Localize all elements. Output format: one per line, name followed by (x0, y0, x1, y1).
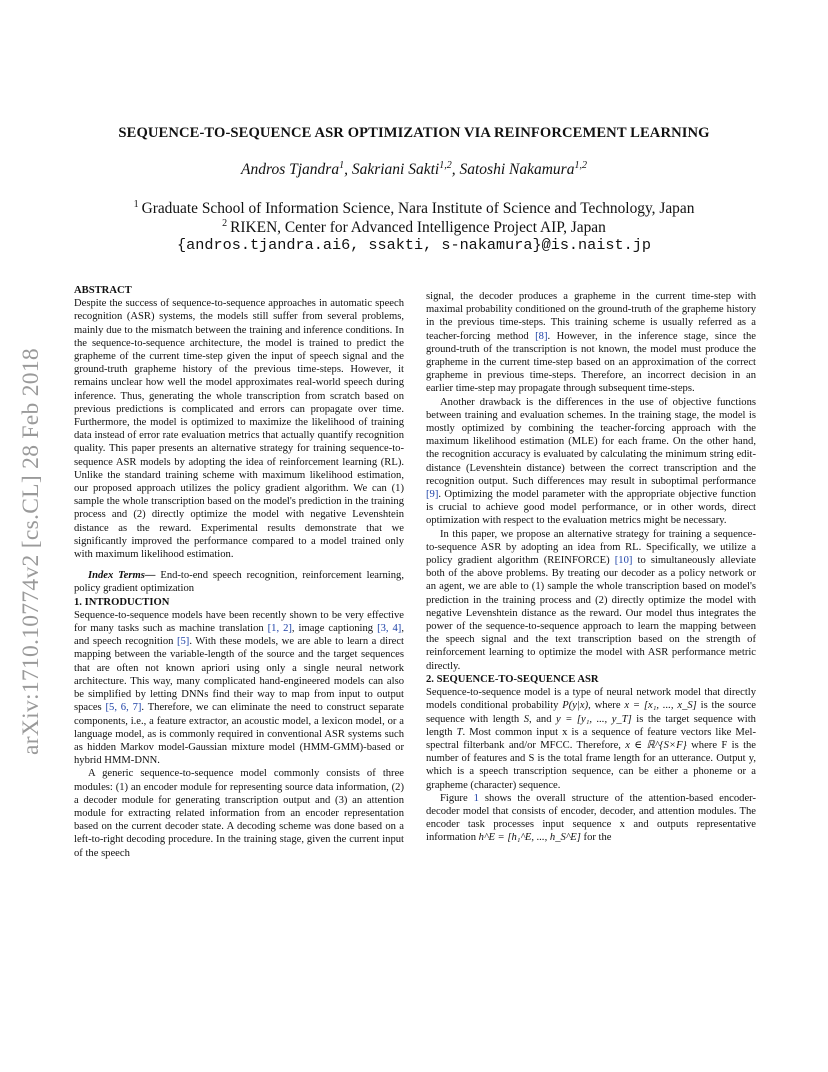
arxiv-identifier[interactable]: arXiv:1710.10774v2 [cs.CL] 28 Feb 2018 (18, 348, 44, 755)
affil-text: Graduate School of Information Science, Nara Institute of Science and Technology, Japan (141, 200, 695, 218)
text-run: signal, the decoder produces a grapheme in the current time-step with maximal probability conditioned on the ground-truth of the grapheme history in the previous time-steps. This training scheme is usually referred as a teacher-forcing method (426, 291, 756, 342)
citation-link[interactable]: [10] (614, 555, 633, 567)
text-run: In this paper, we propose an alternative strategy for training a sequence-to-sequence ASR by adopting an idea from RL. Specifically, we utilize a policy gradient algorithm (REINFORCE) (426, 528, 756, 567)
math: y = [y₁, ..., y_T] (556, 713, 632, 725)
math: x ∈ ℝ^{S×F} (625, 739, 687, 751)
text-run: Figure (440, 792, 474, 804)
text-run: , image captioning (291, 623, 378, 635)
text-run: is the target sequence with length (426, 713, 756, 738)
math: S (523, 713, 530, 725)
seq2seq-paragraph (426, 792, 756, 845)
math: h^E = [h₁^E, ..., h_S^E] (478, 832, 581, 844)
math: T (456, 726, 463, 738)
author-affil-mark: 1,2 (439, 160, 452, 171)
index-terms-text: End-to-end speech recognition, reinforcement learning, policy gradient optimization (74, 570, 404, 595)
text-run: . With these models, we are able to learn a direct mapping between the variable-length of the source and the target sequences that are often not known apriori using only a single neural network architecture. This way, many complicated hand-engineered models can also be simplified by letting DNNs find their way to map from input to output spaces (74, 636, 404, 714)
citation-link[interactable]: [3, 4] (377, 623, 402, 635)
citation-link[interactable]: [8] (535, 330, 548, 342)
intro-paragraph (426, 396, 756, 528)
affiliation-1 (60, 199, 768, 218)
text-run: is the source sequence with length (426, 700, 756, 725)
intro-paragraph (74, 609, 404, 767)
text-run: , where (588, 700, 625, 712)
text-run: shows the overall structure of the attention-based encoder-decoder model that consists of encoder, decoder, and attention modules. The encoder task processes input sequence x and outputs representative information (426, 792, 756, 844)
seq2seq-paragraph (426, 686, 756, 792)
author-affil-mark: 1 (339, 160, 345, 171)
citation-link[interactable]: [5] (176, 636, 190, 648)
citation-link[interactable]: [5, 6, 7] (105, 702, 142, 714)
abstract-heading: ABSTRACT (74, 285, 132, 296)
author-emails: {andros.tjandra.ai6, ssakti, s-nakamura}@is.naist.jp (177, 236, 651, 254)
text-run: . However, in the inference stage, since the ground-truth of the transcription is not known, the model must produce the grapheme in the current time-step based on an approximation of the correct grapheme in previous time-steps. Therefore, an incorrect decision in an earlier time-step may propagate through subsequent time-steps. (426, 330, 756, 395)
author-list: Andros Tjandra$^1$, Sakriani Sakti$^{1,2}$, Satoshi Nakamura$^{1,2}$ (241, 160, 587, 179)
text-run: , and speech recognition (74, 623, 404, 648)
paper-title: SEQUENCE-TO-SEQUENCE ASR OPTIMIZATION VIA REINFORCEMENT LEARNING (118, 125, 710, 141)
text-run: for the (580, 832, 612, 844)
arxiv-sidebar (6, 285, 56, 755)
text-run: Another drawback is the differences in the use of objective functions between training and evaluation schemes. In the training stage, the model is mostly optimized by combining the teacher-forcing approach with the maximum likelihood estimation (MLE) for each frame. On the other hand, the recognition accuracy is evaluated by calculating the minimum string edit-distance (Levenshtein distance) between the correct transcription and the recognition output. Such differences may result in suboptimal performance (426, 396, 756, 487)
index-terms-label: Index Terms— (88, 570, 156, 582)
affil-text: RIKEN, Center for Advanced Intelligence Project AIP, Japan (230, 219, 606, 237)
text-run: Sequence-to-sequence model is a type of neural network model that directly models conditional probability (426, 687, 756, 712)
author-name: Sakriani Sakti (351, 161, 440, 179)
text-run: to simultaneously alleviate both of the above problems. By treating our decoder as a policy network or an agent, we are able to (1) sample the whole transcription based on model's prediction in the training process and (2) directly optimize the model with negative Levenshtein distance as the reward. Our model thus integrates the power of the sequence-to-sequence approach to learn the mapping between the speech signal and the text transcription based on the strength of reinforcement learning to optimize the model with ASR performance metric directly. (426, 555, 757, 672)
text-run: . Therefore, we can eliminate the need to construct separate components, i.e., a feature extractor, an acoustic model, a lexicon model, or a language model, as is commonly required in conventional ASR systems such as hidden Markov model-Gaussian mixture model (HMM-GMM)-based or hybrid HMM-DNN. (74, 702, 404, 767)
author-name: Andros Tjandra (241, 161, 340, 179)
text-run: , and (529, 713, 557, 725)
affil-mark: 1 (133, 199, 139, 210)
intro-heading: 1. INTRODUCTION (74, 596, 170, 608)
figure-link[interactable]: 1 (473, 792, 479, 804)
affil-mark: 2 (222, 218, 228, 229)
text-run: . Most common input x is a sequence of feature vectors like Mel-spectral filterbank and/or MFCC. Therefore, (426, 726, 756, 751)
intro-paragraph (426, 290, 756, 396)
abstract-text: Despite the success of sequence-to-sequence approaches in automatic speech recognition (ASR) systems, the models still suffer from several problems, mainly due to the mismatch between the training and inference conditions. In the sequence-to-sequence architecture, the model is trained to predict the grapheme of the current time-step given the input of speech signal and the ground-truth grapheme history of the previous time-steps. However, it remains unclear how well the model approximates real-world speech during inference. Thus, generating the whole transcription from scratch based on previous predictions is complicated and errors can propagate over time. Furthermore, the model is optimized to maximize the likelihood of training data instead of error rate evaluation metrics that actually quantify recognition quality. This paper presents an alternative strategy for training sequence-to-sequence ASR models by adopting the idea of reinforcement learning (RL). Unlike the standard training scheme with maximum likelihood estimation, our proposed approach utilizes the policy gradient algorithm. We can (1) sample the whole transcription based on the model's prediction in the training process and (2) directly optimize the model with negative Levenshtein distance as the reward. Experimental results demonstrate that we significantly improved the performance compared to a model trained only with maximum likelihood estimation. (74, 298, 404, 561)
author-affil-mark: 1,2 (574, 160, 587, 171)
intro-paragraph: A generic sequence-to-sequence model commonly consists of three modules: (1) an encoder module for representing source data information, (2) a decoder module for generating transcription output and (3) an attention module for extracting related information from an encoder representation based on the current decoder state. A decoding scheme was done based on a left-to-right decoding procedure. In the training stage, given the current input of the speech (74, 768, 404, 859)
seq2seq-heading: 2. SEQUENCE-TO-SEQUENCE ASR (426, 673, 599, 685)
citation-link[interactable]: [1, 2] (267, 623, 292, 635)
text-run: Sequence-to-sequence models have been recently shown to be very effective for many tasks such as machine translation (74, 609, 404, 635)
text-run: where F is the number of features and S is the total frame length for an utterance. Output y, which is a speech transcription sequence, can be either a phoneme or a grapheme (character) sequence. (426, 739, 757, 791)
citation-link[interactable]: [9] (426, 489, 439, 501)
index-terms (74, 569, 404, 595)
right-column (426, 290, 756, 845)
math: x = [x₁, ..., x_S] (624, 700, 697, 712)
text-run: . Optimizing the model parameter with the appropriate objective function is crucial to achieve good model performance, or in other words, direct optimization with respect to the evaluation metrics might be necessary. (426, 489, 756, 527)
author-name: Satoshi Nakamura (459, 161, 575, 179)
affiliation-2 (60, 218, 768, 237)
intro-paragraph (426, 528, 756, 673)
left-column (74, 284, 404, 860)
math: P(y|x) (562, 700, 589, 712)
